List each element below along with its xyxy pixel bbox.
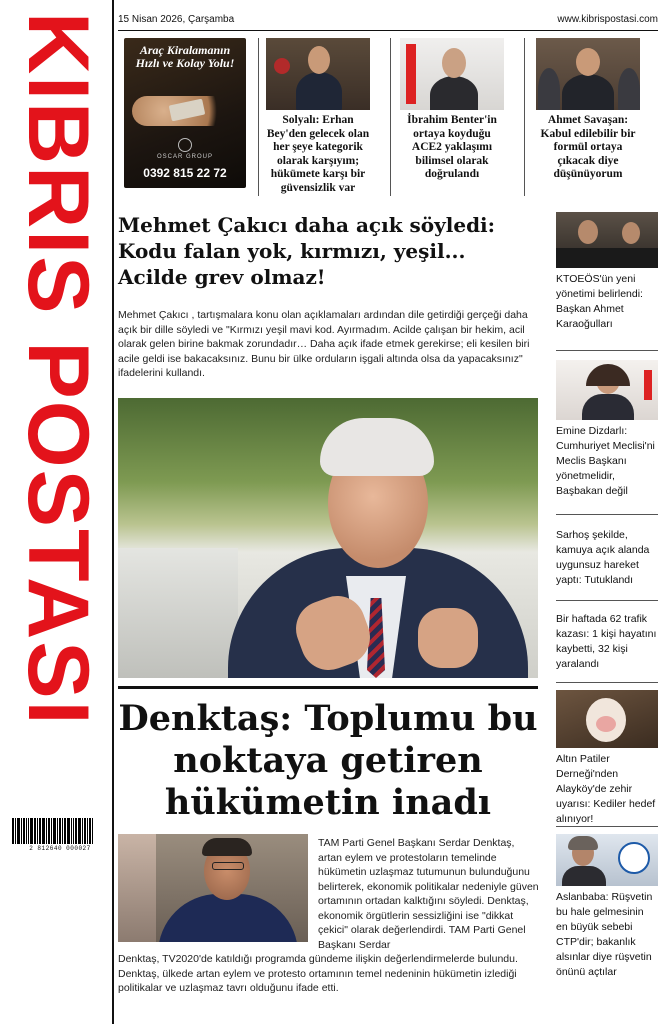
sidebar-photo bbox=[556, 360, 658, 420]
top-story-savasan[interactable] bbox=[536, 38, 640, 198]
section-rule bbox=[118, 686, 538, 689]
sidebar-headline: Bir haftada 62 trafik kazası: 1 kişi hayatını kaybetti, 32 kişi yaralandı bbox=[556, 613, 657, 670]
sidebar-headline: KTOEÖS'ün yeni yönetimi belirlendi: Başkan Ahmet Karaoğulları bbox=[556, 273, 643, 330]
top-story-photo bbox=[400, 38, 504, 110]
sidebar-headline: Sarhoş şekilde, kamuya açık alanda uygunsuz hareket yaptı: Tutuklandı bbox=[556, 529, 650, 586]
top-story-photo bbox=[266, 38, 370, 110]
second-story-body-continued: Denktaş, TV2020'de katıldığı programda gündeme ilişkin değerlendirmelerde bulundu. Denktaş, ülkede artan eylem ve protesto ortamının temel nedeninin hükümetin izlediği politikalar ve uzlaşmaz tavrı olduğunu ifade etti. bbox=[118, 953, 518, 994]
strip-divider bbox=[258, 38, 259, 196]
sidebar-item-altin-patiler[interactable] bbox=[556, 690, 658, 827]
strip-divider bbox=[524, 38, 525, 196]
second-story-body: TAM Parti Genel Başkanı Serdar Denktaş, artan eylem ve protestoların temelinde hükümetin uzlaşmaz tutumunun bulunduğunu belirterek, ekonomik politikalar nedeniyle güven ortamının ortadan kalktığını söyledi. Denktaş, ekonomik örgütlerin sessizliğini ise "dikkat çekici" olarak değerlendirdi. TAM Parti Genel Başkanı Serdar bbox=[318, 837, 539, 951]
top-story-caption: İbrahim Benter'in ortaya koyduğu ACE2 yaklaşımı bilimsel olarak doğrulandı bbox=[407, 114, 497, 180]
sidebar-item-aslanbaba[interactable] bbox=[556, 834, 658, 980]
issue-date: 15 Nisan 2026, Çarşamba bbox=[118, 14, 235, 25]
sidebar-divider bbox=[556, 826, 658, 827]
car-rental-ad[interactable] bbox=[124, 38, 246, 188]
top-bar bbox=[118, 12, 658, 28]
top-bar-rule bbox=[118, 30, 658, 31]
ad-brand bbox=[124, 138, 246, 160]
main-story-photo bbox=[118, 398, 538, 678]
masthead bbox=[0, 0, 112, 1024]
ad-headline: Araç Kiralamanın Hızlı ve Kolay Yolu! bbox=[135, 43, 235, 70]
top-story-caption: Ahmet Savaşan: Kabul edilebilir bir formül ortaya çıkacak diye düşünüyorum bbox=[540, 114, 636, 180]
union-logo-icon bbox=[618, 842, 650, 874]
sidebar-headline: Altın Patiler Derneği'nden Alayköy'de zehir uyarısı: Kediler hedef alınıyor! bbox=[556, 753, 656, 825]
second-story-headline[interactable]: Denktaş: Toplumu bu noktaya getiren hükümetin inadı bbox=[118, 698, 538, 823]
barcode bbox=[12, 818, 108, 858]
glasses-icon bbox=[212, 862, 244, 870]
sidebar-headline: Aslanbaba: Rüşvetin bu hale gelmesinin en büyük sebebi CTP'dir; bakanlık alsınlar diye rüşvetin önünü açtılar bbox=[556, 891, 653, 978]
emblem-icon bbox=[274, 58, 290, 74]
sidebar-divider bbox=[556, 682, 658, 683]
sidebar-item-trafik[interactable] bbox=[556, 608, 658, 672]
top-story-photo bbox=[536, 38, 640, 110]
ad-brand-name: OSCAR GROUP bbox=[156, 154, 213, 160]
sidebar-photo bbox=[556, 690, 658, 748]
sidebar-item-ktoeos[interactable] bbox=[556, 212, 658, 332]
sidebar-divider bbox=[556, 350, 658, 351]
ad-phone: 0392 815 22 72 bbox=[143, 166, 227, 180]
brand-logo-icon bbox=[178, 138, 192, 152]
masthead-divider bbox=[112, 0, 114, 1024]
sidebar-headline: Emine Dizdarlı: Cumhuriyet Meclisi'ni Meclis Başkanı yönetmelidir, Başbakan değil bbox=[556, 425, 655, 497]
sidebar-item-sarhos[interactable] bbox=[556, 524, 658, 588]
website-link[interactable]: www.kibrispostasi.com bbox=[557, 14, 658, 25]
top-story-solyali[interactable] bbox=[266, 38, 370, 198]
sidebar-divider bbox=[556, 514, 658, 515]
sidebar-item-dizdarli[interactable] bbox=[556, 360, 658, 499]
top-story-caption: Solyalı: Erhan Bey'den gelecek olan her şeye kategorik olarak karşıyım; hükümete karşı bir güvensizlik var bbox=[266, 114, 370, 194]
main-story-body: Mehmet Çakıcı , tartışmalara konu olan açıklamaları ardından dile getirdiği gerçeği daha açık bir dille söyledi ve "Kırmızı yeşil mavi kod. Ayırmadım. Acilde çalışan bir hekim, acil olarak gelen birine bakmak zorundadır… Daha açık ifade etmek gerekirse; eli kesilen biri acile geldi ise bakacaksınız. Bunu bir ülke orduların işgali altında olsa da yapacaksınız" ifadelerini kullandı. bbox=[118, 309, 530, 379]
barcode-number: 2 812640 000027 bbox=[29, 845, 91, 852]
top-story-benter[interactable] bbox=[400, 38, 504, 198]
strip-divider bbox=[390, 38, 391, 196]
masthead-title: KIBRIS POSTASI bbox=[10, 12, 106, 727]
barcode-lines bbox=[12, 818, 108, 844]
sidebar-divider bbox=[556, 600, 658, 601]
sidebar-photo bbox=[556, 834, 658, 886]
flag-image bbox=[406, 44, 416, 104]
flag-image bbox=[644, 370, 652, 400]
main-story-headline[interactable]: Mehmet Çakıcı daha açık söyledi: Kodu falan yok, kırmızı, yeşil... Acilde grev olmaz! bbox=[118, 213, 496, 289]
second-story-photo bbox=[118, 834, 308, 942]
sidebar-photo bbox=[556, 212, 658, 268]
